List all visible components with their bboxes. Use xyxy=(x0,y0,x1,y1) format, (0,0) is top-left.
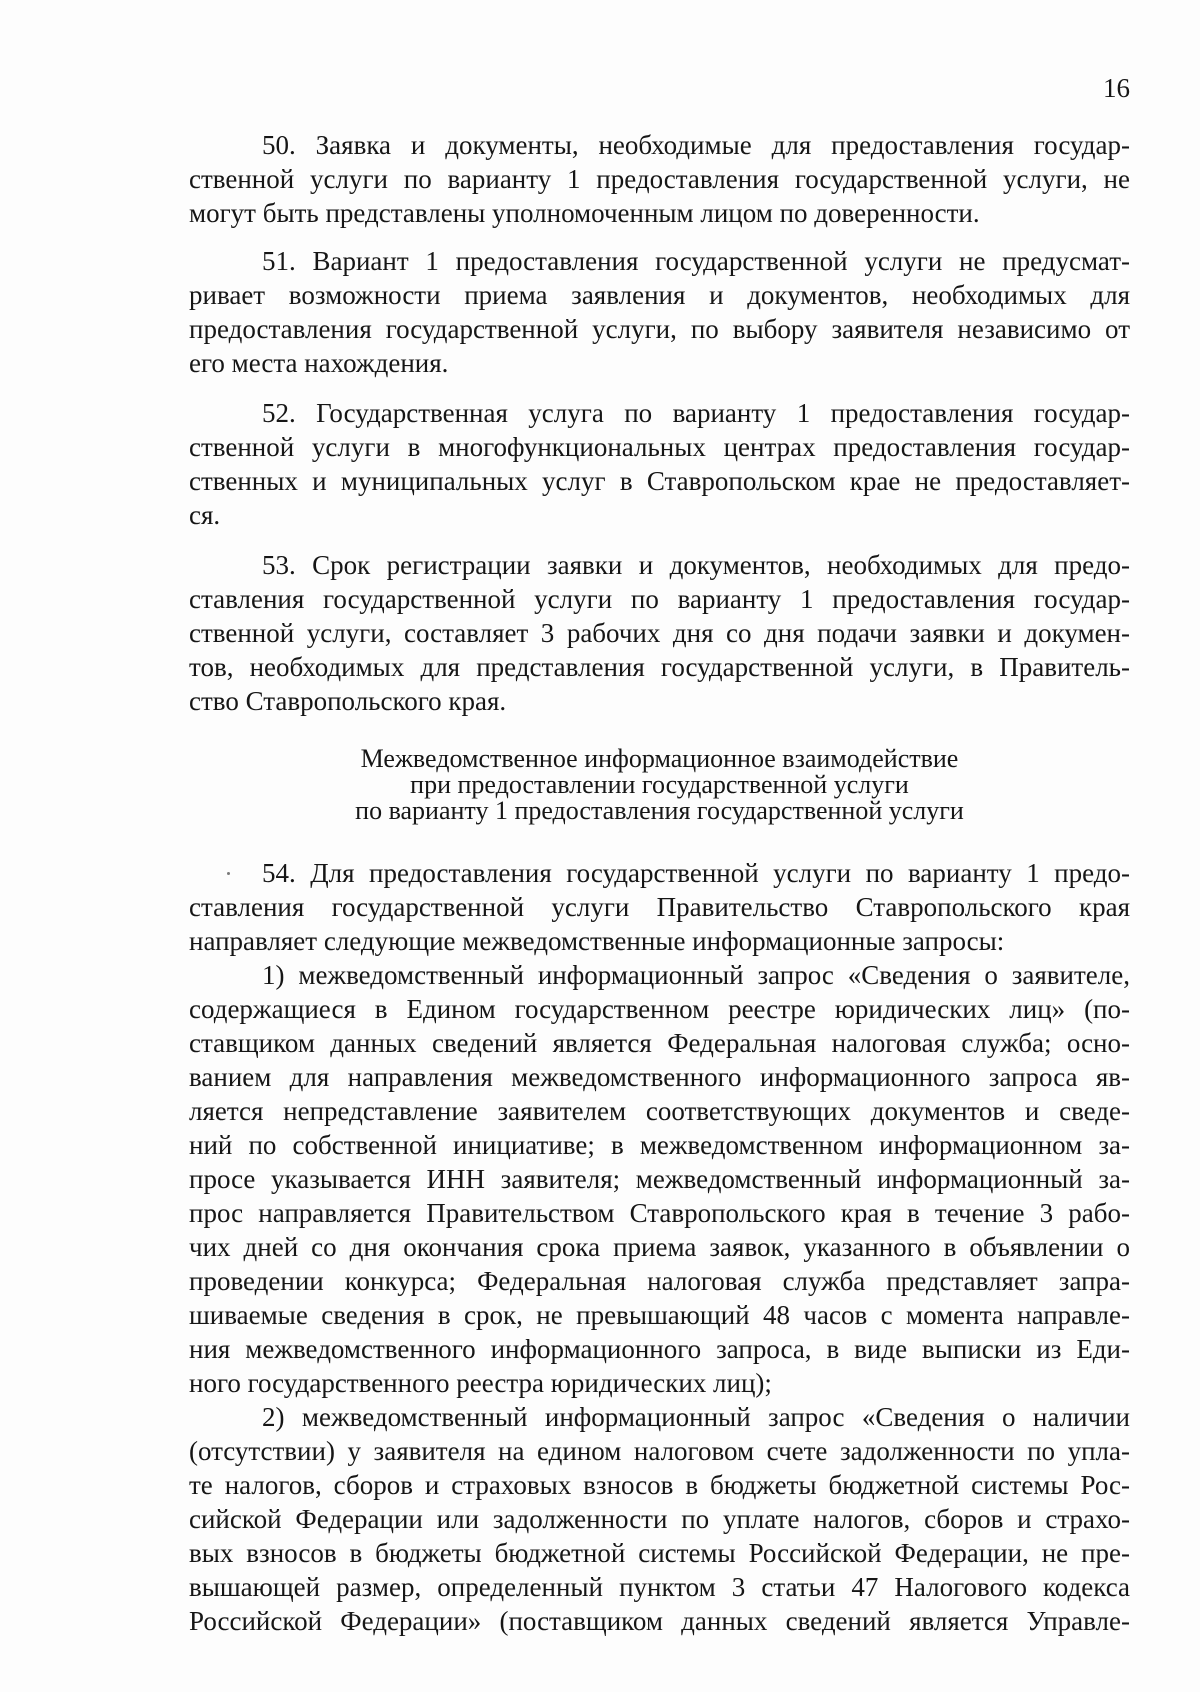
paragraph-line: ривает возможности приема заявления и документов, необходимых для xyxy=(189,280,1130,310)
paragraph-line: ванием для направления межведомственного информационного запроса яв- xyxy=(189,1062,1130,1092)
paragraph-line: ственной услуги в многофункциональных центрах предоставления государ- xyxy=(189,432,1130,462)
paragraph-line: просе указывается ИНН заявителя; межведомственный информационный за- xyxy=(189,1164,1130,1194)
heading-line: по варианту 1 предоставления государственной услуги xyxy=(355,796,964,825)
paragraph-line: 54. Для предоставления государственной услуги по варианту 1 предо- xyxy=(262,858,1130,888)
paragraph-line: те налогов, сборов и страховых взносов в бюджеты бюджетной системы Рос- xyxy=(189,1470,1130,1500)
paragraph-line: 53. Срок регистрации заявки и документов, необходимых для предо- xyxy=(262,550,1130,580)
paragraph-line: ния межведомственного информационного запроса, в виде выписки из Еди- xyxy=(189,1334,1130,1364)
paragraph-line: ний по собственной инициативе; в межведомственном информационном за- xyxy=(189,1130,1130,1160)
paragraph-line: Российской Федерации» (поставщиком данных сведений является Управле- xyxy=(189,1606,1130,1636)
paragraph-line: вых взносов в бюджеты бюджетной системы Российской Федерации, не пре- xyxy=(189,1538,1130,1568)
paragraph-line: 52. Государственная услуга по варианту 1 предоставления государ- xyxy=(262,398,1130,428)
paragraph-line: ляется непредставление заявителем соответствующих документов и сведе- xyxy=(189,1096,1130,1126)
page-number: 16 xyxy=(1103,73,1130,103)
paragraph-line: ственных и муниципальных услуг в Ставропольском крае не предоставляет- xyxy=(189,466,1130,496)
paragraph-line: тов, необходимых для представления государственной услуги, в Правитель- xyxy=(189,652,1130,682)
paragraph-line: проведении конкурса; Федеральная налоговая служба представляет запра- xyxy=(189,1266,1130,1296)
scan-speck xyxy=(227,872,230,875)
paragraph-line: ственной услуги, составляет 3 рабочих дня со дня подачи заявки и докумен- xyxy=(189,618,1130,648)
heading-line: при предоставлении государственной услуги xyxy=(410,770,909,799)
paragraph-line: ство Ставропольского края. xyxy=(189,686,507,716)
heading-line: Межведомственное информационное взаимодействие xyxy=(360,744,959,773)
paragraph-line: 1) межведомственный информационный запрос «Сведения о заявителе, xyxy=(262,960,1130,990)
paragraph-line: направляет следующие межведомственные информационные запросы: xyxy=(189,926,1005,956)
paragraph-line: ставления государственной услуги по варианту 1 предоставления государ- xyxy=(189,584,1130,614)
paragraph-line: шиваемые сведения в срок, не превышающий 48 часов с момента направле- xyxy=(189,1300,1130,1330)
paragraph-line: 50. Заявка и документы, необходимые для предоставления государ- xyxy=(262,130,1130,160)
paragraph-line: вышающей размер, определенный пунктом 3 статьи 47 Налогового кодекса xyxy=(189,1572,1130,1602)
paragraph-line: прос направляется Правительством Ставропольского края в течение 3 рабо- xyxy=(189,1198,1130,1228)
paragraph-line: ственной услуги по варианту 1 предоставления государственной услуги, не xyxy=(189,164,1130,194)
paragraph-line: предоставления государственной услуги, по выбору заявителя независимо от xyxy=(189,314,1130,344)
paragraph-line: чих дней со дня окончания срока приема заявок, указанного в объявлении о xyxy=(189,1232,1130,1262)
paragraph-line: 51. Вариант 1 предоставления государственной услуги не предусмат- xyxy=(262,246,1130,276)
paragraph-line: содержащиеся в Едином государственном реестре юридических лиц» (по- xyxy=(189,994,1130,1024)
paragraph-line: 2) межведомственный информационный запрос «Сведения о наличии xyxy=(262,1402,1130,1432)
paragraph-line: могут быть представлены уполномоченным лицом по доверенности. xyxy=(189,198,980,228)
paragraph-line: ного государственного реестра юридических лиц); xyxy=(189,1368,772,1398)
paragraph-line: ставления государственной услуги Правительство Ставропольского края xyxy=(189,892,1130,922)
paragraph-line: (отсутствии) у заявителя на едином налоговом счете задолженности по упла- xyxy=(189,1436,1130,1466)
paragraph-line: его места нахождения. xyxy=(189,348,449,378)
paragraph-line: ся. xyxy=(189,500,221,530)
paragraph-line: сийской Федерации или задолженности по уплате налогов, сборов и страхо- xyxy=(189,1504,1130,1534)
paragraph-line: ставщиком данных сведений является Федеральная налоговая служба; осно- xyxy=(189,1028,1130,1058)
